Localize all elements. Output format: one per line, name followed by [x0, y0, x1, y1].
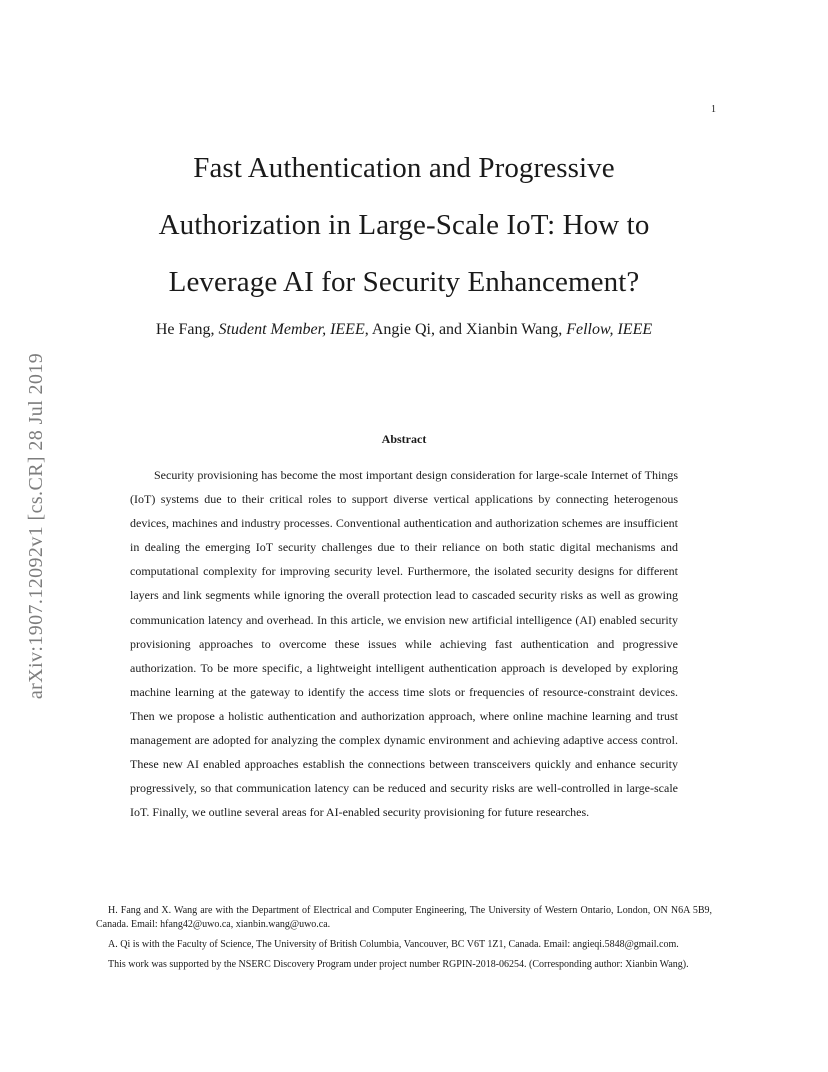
page-number: 1 — [711, 104, 716, 115]
author-wang-role: Fellow, IEEE — [566, 321, 653, 338]
arxiv-identifier-stamp[interactable]: arXiv:1907.12092v1 [cs.CR] 28 Jul 2019 — [25, 352, 47, 700]
author-list — [80, 319, 728, 341]
title-line-1: Fast Authentication and Progressive — [193, 152, 615, 184]
footnote-affiliation-fang-wang: H. Fang and X. Wang are with the Department of Electrical and Computer Engineering, The University of Western Ontario, London, ON N6A 5B9, Canada. Email: hfang42@uwo.ca, xianbin.wang@uwo.ca. — [96, 905, 712, 930]
footnotes — [96, 904, 712, 978]
title-line-2: Authorization in Large-Scale IoT: How to — [158, 209, 650, 241]
paper-title — [100, 140, 708, 311]
author-qi-wang: , Angie Qi, and Xianbin Wang, — [364, 321, 567, 338]
footnote-funding: This work was supported by the NSERC Discovery Program under project number RGPIN-2018-06254. (Corresponding author: Xianbin Wang). — [108, 959, 689, 970]
author-fang: He Fang, — [155, 321, 219, 338]
footnote-affiliation-qi: A. Qi is with the Faculty of Science, The University of British Columbia, Vancouver, BC V6T 1Z1, Canada. Email: angieqi.5848@gmail.com. — [108, 939, 679, 950]
abstract-text: Security provisioning has become the most important design consideration for large-scale Internet of Things (IoT) systems due to their critical roles to support diverse vertical applications by connecting heterogenous devices, machines and industry processes. Conventional authentication and authorization schemes are insufficient in dealing the emerging IoT security challenges due to their reliance on both static digital mechanisms and computational complexity for improving security level. Furthermore, the isolated security designs for different layers and link segments while ignoring the overall protection lead to cascaded security risks as well as growing communication latency and overhead. In this article, we envision new artificial intelligence (AI) enabled security provisioning approaches to overcome these issues while achieving fast authentication and progressive authorization. To be more specific, a lightweight intelligent authentication approach is developed by exploring machine learning at the gateway to identify the access time slots or frequencies of resource-constraint devices. Then we propose a holistic authentication and authorization approach, where online machine learning and trust management are adopted for analyzing the complex dynamic environment and achieving adaptive access control. These new AI enabled approaches establish the connections between transceivers quickly and enhance security progressively, so that communication latency can be reduced and security risks are well-controlled in large-scale IoT. Finally, we outline several areas for AI-enabled security provisioning for future researches. — [130, 468, 678, 820]
author-fang-role: Student Member, IEEE — [218, 321, 365, 338]
title-line-3: Leverage AI for Security Enhancement? — [168, 266, 640, 298]
abstract-heading: Abstract — [381, 432, 427, 446]
